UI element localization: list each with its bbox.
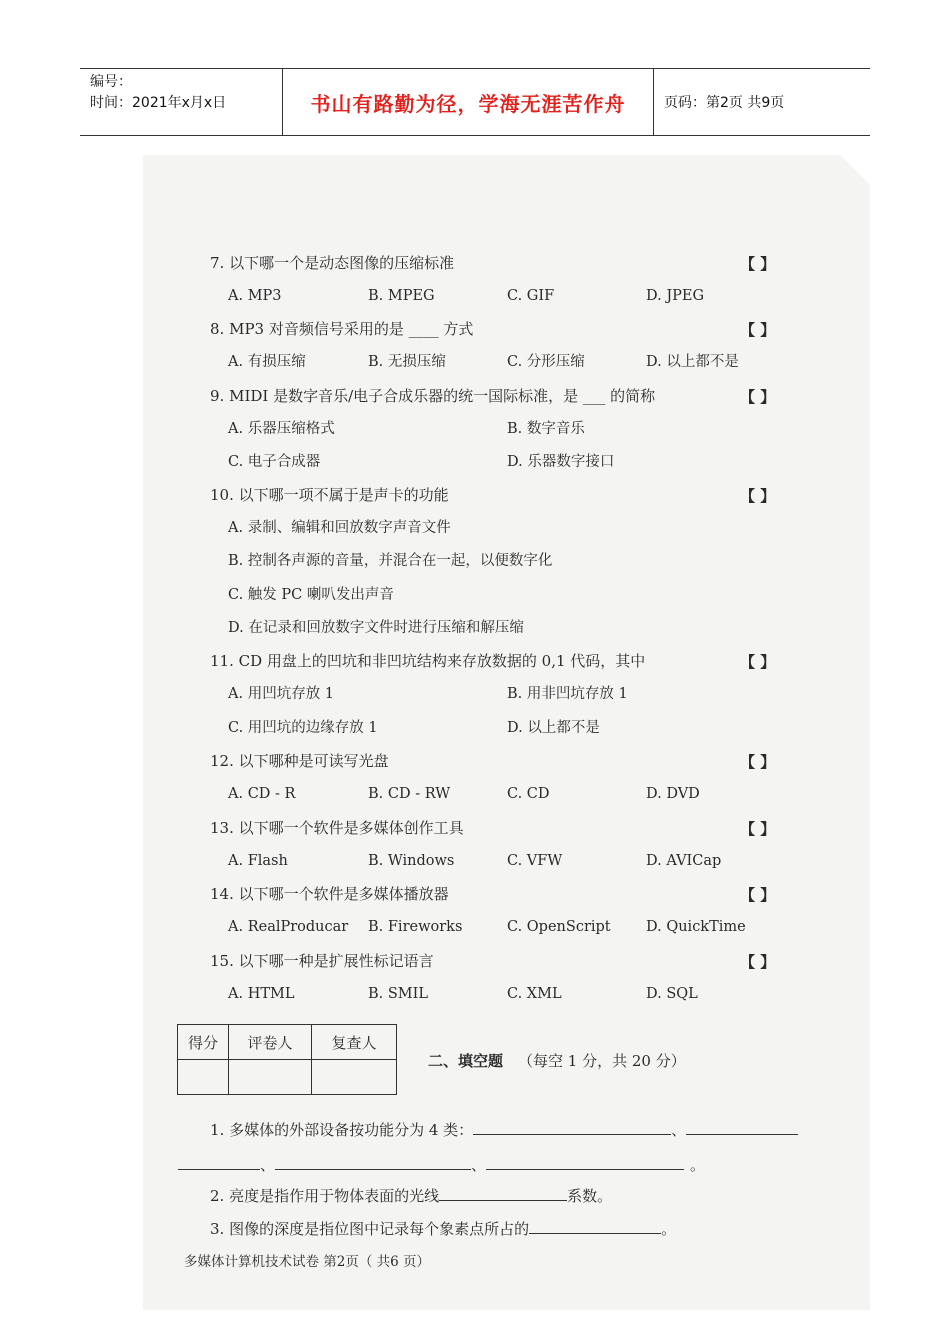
q13-option-a: A. Flash — [228, 853, 288, 869]
q15-option-c: C. XML — [507, 986, 562, 1002]
q14-option-b: B. Fireworks — [368, 919, 463, 935]
score-table — [177, 1024, 397, 1095]
number-label: 编号： — [90, 74, 132, 90]
q15-option-b: B. SMIL — [368, 986, 429, 1002]
fill-blank-1a[interactable] — [473, 1118, 671, 1135]
answer-bracket-15[interactable]: 【 】 — [740, 953, 776, 971]
q10-option-c: C. 触发 PC 喇叭发出声音 — [228, 587, 394, 603]
fill-separator: 、 — [671, 1121, 687, 1139]
q12-option-c: C. CD — [507, 786, 550, 802]
grader-cell[interactable] — [229, 1060, 312, 1095]
fill-blank-1e[interactable] — [486, 1153, 684, 1170]
answer-bracket-14[interactable]: 【 】 — [740, 886, 776, 904]
time-label: 时间：2021年x月x日 — [90, 95, 227, 111]
fill-blank-2[interactable] — [439, 1184, 567, 1201]
grader-header: 评卷人 — [229, 1025, 312, 1060]
q10-option-a: A. 录制、编辑和回放数字声音文件 — [228, 520, 451, 536]
motto: 书山有路勤为径，学海无涯苦作舟 — [283, 69, 654, 135]
header-meta — [80, 69, 283, 135]
reviewer-cell[interactable] — [312, 1060, 397, 1095]
fill-question-1 — [210, 1118, 798, 1140]
question-14-stem: 14. 以下哪一个软件是多媒体播放器 — [210, 885, 449, 903]
q13-option-b: B. Windows — [368, 853, 455, 869]
fill-end-mark: 。 — [690, 1156, 706, 1174]
q13-option-d: D. AVICap — [646, 853, 722, 869]
q8-option-d: D. 以上都不是 — [646, 354, 739, 370]
q7-option-d: D. JPEG — [646, 288, 705, 304]
page-label: 页码：第2页 共9页 — [664, 95, 785, 111]
fill-separator: 、 — [260, 1156, 276, 1174]
score-header: 得分 — [178, 1025, 229, 1060]
score-cell[interactable] — [178, 1060, 229, 1095]
section-2-title: 二、填空题 — [428, 1052, 504, 1070]
q9-option-a: A. 乐器压缩格式 — [228, 421, 335, 437]
question-7-stem: 7. 以下哪一个是动态图像的压缩标准 — [210, 254, 455, 272]
answer-bracket-7[interactable]: 【 】 — [740, 255, 776, 273]
answer-bracket-10[interactable]: 【 】 — [740, 487, 776, 505]
fill-question-3 — [210, 1217, 676, 1239]
answer-bracket-13[interactable]: 【 】 — [740, 820, 776, 838]
q11-option-b: B. 用非凹坑存放 1 — [507, 686, 628, 702]
q8-option-a: A. 有损压缩 — [228, 354, 306, 370]
q8-option-c: C. 分形压缩 — [507, 354, 585, 370]
answer-bracket-12[interactable]: 【 】 — [740, 753, 776, 771]
answer-bracket-11[interactable]: 【 】 — [740, 653, 776, 671]
fill-question-3-stem: 3. 图像的深度是指位图中记录每个象素点所占的 — [210, 1220, 530, 1238]
q11-option-a: A. 用凹坑存放 1 — [228, 686, 335, 702]
q15-option-a: A. HTML — [228, 986, 295, 1002]
q8-option-b: B. 无损压缩 — [368, 354, 446, 370]
question-10-stem: 10. 以下哪一项不属于是声卡的功能 — [210, 486, 449, 504]
q14-option-d: D. QuickTime — [646, 919, 746, 935]
q14-option-c: C. OpenScript — [507, 919, 611, 935]
q15-option-d: D. SQL — [646, 986, 698, 1002]
question-11-stem: 11. CD 用盘上的凹坑和非凹坑结构来存放数据的 0,1 代码，其中 — [210, 652, 646, 670]
fill-question-2-stem: 2. 亮度是指作用于物体表面的光线 — [210, 1187, 440, 1205]
question-15-stem: 15. 以下哪一种是扩展性标记语言 — [210, 952, 434, 970]
q7-option-b: B. MPEG — [368, 288, 435, 304]
q10-option-b: B. 控制各声源的音量，并混合在一起，以便数字化 — [228, 553, 553, 569]
fill-blank-3[interactable] — [529, 1217, 661, 1234]
answer-bracket-9[interactable]: 【 】 — [740, 388, 776, 406]
question-9-stem: 9. MIDI 是数字音乐/电子合成乐器的统一国际标准，是 ___ 的简称 — [210, 387, 656, 405]
fill-end-mark: 。 — [661, 1220, 677, 1238]
q13-option-c: C. VFW — [507, 853, 563, 869]
paper-footer: 多媒体计算机技术试卷 第2页（ 共6 页） — [184, 1254, 431, 1270]
q12-option-b: B. CD - RW — [368, 786, 451, 802]
reviewer-header: 复查人 — [312, 1025, 397, 1060]
fill-question-2-tail: 系数。 — [567, 1187, 613, 1205]
q12-option-d: D. DVD — [646, 786, 700, 802]
q9-option-d: D. 乐器数字接口 — [507, 454, 615, 470]
fill-question-2 — [210, 1184, 612, 1206]
q7-option-c: C. GIF — [507, 288, 555, 304]
section-2-note: （每空 1 分，共 20 分） — [518, 1052, 686, 1070]
q11-option-c: C. 用凹坑的边缘存放 1 — [228, 720, 378, 736]
fill-blank-1d[interactable] — [275, 1153, 471, 1170]
q7-option-a: A. MP3 — [228, 288, 282, 304]
q14-option-a: A. RealProducar — [228, 919, 349, 935]
fill-blank-1c[interactable] — [178, 1153, 260, 1170]
q10-option-d: D. 在记录和回放数字文件时进行压缩和解压缩 — [228, 620, 524, 636]
q9-option-b: B. 数字音乐 — [507, 421, 585, 437]
paper-fold — [840, 155, 870, 185]
q12-option-a: A. CD - R — [228, 786, 296, 802]
fill-question-1-continued — [178, 1153, 705, 1175]
q11-option-d: D. 以上都不是 — [507, 720, 600, 736]
question-13-stem: 13. 以下哪一个软件是多媒体创作工具 — [210, 819, 464, 837]
question-8-stem: 8. MP3 对音频信号采用的是 ____ 方式 — [210, 320, 474, 338]
fill-question-1-stem: 1. 多媒体的外部设备按功能分为 4 类： — [210, 1121, 474, 1139]
question-12-stem: 12. 以下哪种是可读写光盘 — [210, 752, 389, 770]
fill-blank-1b[interactable] — [686, 1118, 798, 1135]
page-header — [80, 68, 870, 136]
fill-separator: 、 — [471, 1156, 487, 1174]
q9-option-c: C. 电子合成器 — [228, 454, 321, 470]
answer-bracket-8[interactable]: 【 】 — [740, 321, 776, 339]
